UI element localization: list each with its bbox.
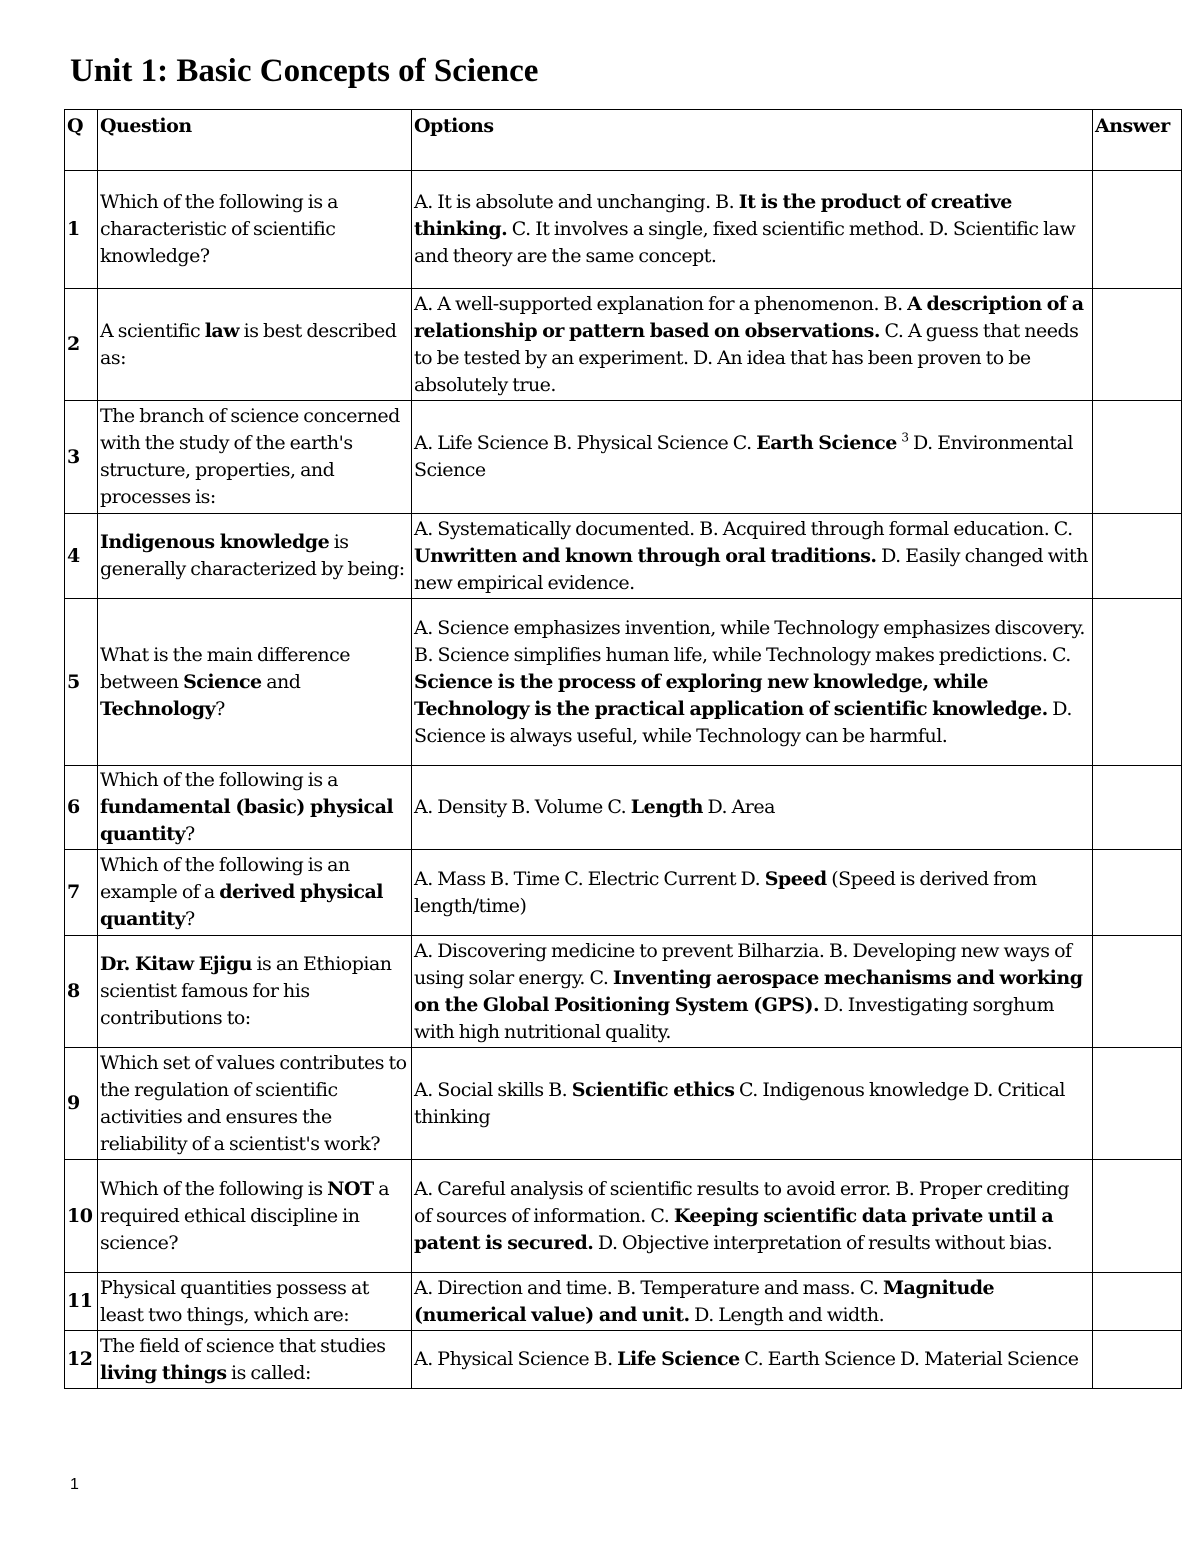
question-options bbox=[412, 1048, 1093, 1160]
text-run: A. Life Science B. Physical Science C. bbox=[414, 432, 757, 454]
question-options bbox=[412, 1331, 1093, 1389]
text-run: Physical quantities possess at least two things, which are: bbox=[100, 1276, 369, 1326]
question-text bbox=[98, 514, 412, 599]
question-number: 8 bbox=[65, 936, 98, 1048]
bold-text: Technology bbox=[100, 697, 216, 720]
text-run: What is the main difference between bbox=[100, 643, 350, 693]
question-number: 9 bbox=[65, 1048, 98, 1160]
text-run: a required ethical discipline in science? bbox=[100, 1177, 390, 1254]
answer-cell[interactable] bbox=[1093, 1160, 1182, 1273]
question-text bbox=[98, 599, 412, 766]
text-run: Which of the following is a characteristic of scientific knowledge? bbox=[100, 191, 338, 267]
text-run: A. Direction and time. B. Temperature and mass. C. bbox=[414, 1276, 884, 1299]
question-number: 7 bbox=[65, 850, 98, 936]
text-run: A. Careful analysis of scientific results to avoid error. B. Proper crediting of sources of information. C. bbox=[414, 1177, 1069, 1227]
answer-cell[interactable] bbox=[1093, 1331, 1182, 1389]
text-run: Which of the following is a bbox=[100, 769, 338, 791]
bold-text: Life Science bbox=[617, 1348, 740, 1370]
text-run: is generally characterized by being: bbox=[100, 531, 405, 580]
answer-cell[interactable] bbox=[1093, 289, 1182, 401]
question-number: 1 bbox=[65, 171, 98, 289]
bold-text: Keeping scientific data private until a patent is secured. bbox=[414, 1204, 1054, 1254]
text-run: Which of the following is bbox=[100, 1177, 328, 1200]
question-options bbox=[412, 850, 1093, 936]
text-run: Which set of values contributes to the regulation of scientific activities and ensures the reliability of a scientist's work? bbox=[100, 1051, 407, 1155]
bold-text: derived physical quantity bbox=[100, 881, 383, 930]
text-run: is best described as: bbox=[100, 319, 397, 369]
bold-text: It is the product of creative thinking. bbox=[414, 191, 1012, 240]
question-text bbox=[98, 766, 412, 850]
bold-text: Science is the process of exploring new knowledge, while Technology is the practical application of scientific knowledge. bbox=[414, 670, 1048, 720]
question-text bbox=[98, 1331, 412, 1389]
text-run: D. Environmental Science bbox=[414, 432, 1073, 481]
text-run: ? bbox=[185, 908, 195, 930]
header-row bbox=[65, 110, 1182, 171]
table-row bbox=[65, 401, 1182, 514]
text-run: A. Mass B. Time C. Electric Current D. bbox=[414, 867, 765, 890]
bold-text: NOT bbox=[327, 1177, 374, 1200]
text-run: D. Easily changed with new empirical evidence. bbox=[414, 544, 1088, 594]
text-run: ? bbox=[185, 823, 195, 845]
table-row bbox=[65, 1160, 1182, 1273]
question-text bbox=[98, 1273, 412, 1331]
bold-text: Dr. Kitaw Ejigu bbox=[100, 953, 252, 975]
question-options bbox=[412, 514, 1093, 599]
answer-cell[interactable] bbox=[1093, 850, 1182, 936]
question-options bbox=[412, 936, 1093, 1048]
question-options bbox=[412, 766, 1093, 850]
question-number: 3 bbox=[65, 401, 98, 514]
question-number: 6 bbox=[65, 766, 98, 850]
question-text bbox=[98, 289, 412, 401]
text-run: A. Systematically documented. B. Acquired through formal education. C. bbox=[414, 517, 1073, 540]
text-run: (Speed is derived from length/time) bbox=[414, 867, 1037, 917]
answer-cell[interactable] bbox=[1093, 936, 1182, 1048]
question-text bbox=[98, 401, 412, 514]
header-question: Question bbox=[98, 110, 412, 171]
text-run: A. Physical Science B. bbox=[414, 1348, 618, 1370]
question-number: 11 bbox=[65, 1273, 98, 1331]
text-run: A. Density B. Volume C. bbox=[414, 796, 631, 818]
text-run: The branch of science concerned with the study of the earth's structure, properties, and processes is: bbox=[100, 405, 400, 508]
superscript: 3 bbox=[901, 430, 909, 445]
text-run: A. Discovering medicine to prevent Bilharzia. B. Developing new ways of using solar energy. C. bbox=[414, 939, 1072, 989]
header-options: Options bbox=[412, 110, 1093, 171]
table-row bbox=[65, 936, 1182, 1048]
table-row bbox=[65, 599, 1182, 766]
table-row bbox=[65, 171, 1182, 289]
question-options bbox=[412, 289, 1093, 401]
bold-text: law bbox=[204, 319, 240, 342]
answer-cell[interactable] bbox=[1093, 599, 1182, 766]
question-number: 2 bbox=[65, 289, 98, 401]
bold-text: Length bbox=[630, 796, 703, 818]
answer-cell[interactable] bbox=[1093, 766, 1182, 850]
page-title: Unit 1: Basic Concepts of Science bbox=[70, 53, 539, 89]
page-number: 1 bbox=[70, 1476, 79, 1493]
text-run: D. Length and width. bbox=[689, 1303, 885, 1326]
question-number: 10 bbox=[65, 1160, 98, 1273]
text-run: The field of science that studies bbox=[100, 1334, 386, 1357]
bold-text: Inventing aerospace mechanisms and working on the Global Positioning System (GPS). bbox=[414, 966, 1083, 1016]
table-row bbox=[65, 766, 1182, 850]
question-number: 4 bbox=[65, 514, 98, 599]
bold-text: Scientific ethics bbox=[571, 1078, 735, 1101]
question-options bbox=[412, 171, 1093, 289]
text-run: and bbox=[261, 670, 301, 693]
text-run: D. Science is always useful, while Technology can be harmful. bbox=[414, 697, 1072, 747]
question-number: 5 bbox=[65, 599, 98, 766]
question-text bbox=[98, 936, 412, 1048]
table-row bbox=[65, 850, 1182, 936]
text-run: D. Objective interpretation of results without bias. bbox=[593, 1231, 1053, 1254]
question-options bbox=[412, 1160, 1093, 1273]
bold-text: Earth Science bbox=[756, 432, 897, 454]
question-number: 12 bbox=[65, 1331, 98, 1389]
text-run: C. A guess that needs to be tested by an experiment. D. An idea that has been proven to be absolutely true. bbox=[414, 319, 1079, 396]
header-q: Q bbox=[65, 110, 98, 171]
answer-cell[interactable] bbox=[1093, 401, 1182, 514]
text-run: A. It is absolute and unchanging. B. bbox=[414, 191, 739, 213]
bold-text: A description of a relationship or pattern based on observations. bbox=[414, 292, 1084, 342]
text-run: D. Investigating sorghum with high nutritional quality. bbox=[414, 993, 1055, 1043]
bold-text: Magnitude (numerical value) and unit. bbox=[414, 1276, 995, 1326]
question-text bbox=[98, 1160, 412, 1273]
answer-cell[interactable] bbox=[1093, 514, 1182, 599]
bold-text: Science bbox=[183, 670, 262, 693]
question-text bbox=[98, 1048, 412, 1160]
text-run: A. Science emphasizes invention, while Technology emphasizes discovery. B. Science simplifies human life, while Technology makes predictions. C. bbox=[414, 616, 1085, 666]
answer-cell[interactable] bbox=[1093, 171, 1182, 289]
table-row bbox=[65, 514, 1182, 599]
question-options bbox=[412, 401, 1093, 514]
questions-table bbox=[64, 109, 1182, 1389]
bold-text: Speed bbox=[764, 867, 827, 890]
text-run: A. Social skills B. bbox=[414, 1078, 572, 1101]
text-run: Which of the following is an example of a bbox=[100, 854, 350, 903]
bold-text: living things bbox=[100, 1361, 227, 1384]
answer-cell[interactable] bbox=[1093, 1273, 1182, 1331]
question-text bbox=[98, 850, 412, 936]
answer-cell[interactable] bbox=[1093, 1048, 1182, 1160]
text-run: A scientific bbox=[100, 319, 205, 342]
bold-text: fundamental (basic) physical quantity bbox=[100, 796, 394, 845]
question-options bbox=[412, 599, 1093, 766]
text-run: is an Ethiopian scientist famous for his contributions to: bbox=[100, 953, 392, 1029]
text-run: is called: bbox=[226, 1361, 311, 1384]
bold-text: Unwritten and known through oral traditions. bbox=[414, 544, 877, 567]
table-row bbox=[65, 1273, 1182, 1331]
text-run: C. Earth Science D. Material Science bbox=[739, 1348, 1079, 1370]
table-row bbox=[65, 1048, 1182, 1160]
bold-text: Indigenous knowledge bbox=[100, 531, 330, 553]
table-row bbox=[65, 289, 1182, 401]
question-text bbox=[98, 171, 412, 289]
question-options bbox=[412, 1273, 1093, 1331]
text-run: A. A well-supported explanation for a phenomenon. B. bbox=[414, 292, 908, 315]
text-run: C. Indigenous knowledge D. Critical thinking bbox=[414, 1078, 1065, 1128]
text-run: ? bbox=[215, 697, 225, 720]
text-run: D. Area bbox=[702, 796, 775, 818]
questions-body bbox=[65, 171, 1182, 1389]
table-row bbox=[65, 1331, 1182, 1389]
text-run: C. It involves a single, fixed scientific method. D. Scientific law and theory are the same concept. bbox=[414, 218, 1076, 267]
header-answer: Answer bbox=[1093, 110, 1182, 171]
